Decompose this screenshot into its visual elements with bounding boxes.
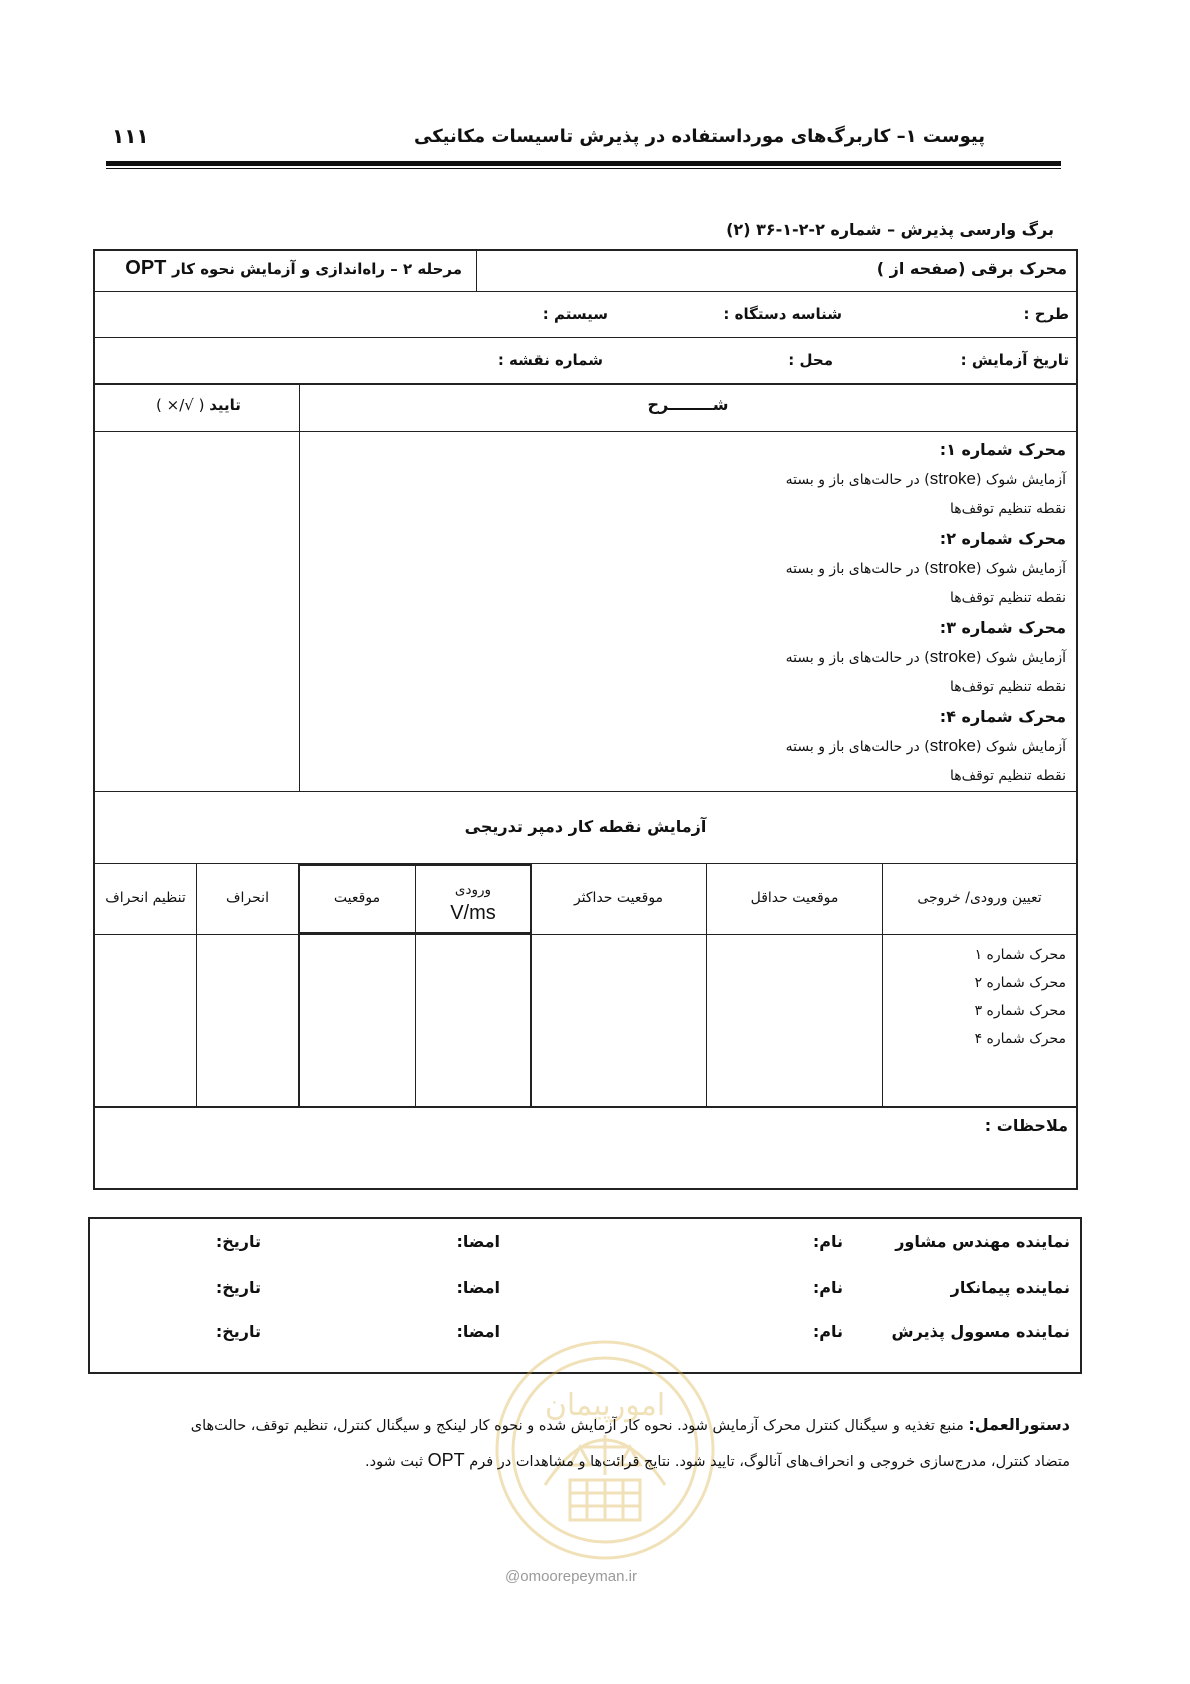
- stage-opt: OPT: [125, 257, 167, 279]
- name-label: نام:: [812, 1322, 843, 1341]
- motor-row: محرک شماره ۴: [974, 1031, 1066, 1047]
- motor-title: محرک شماره ۱:: [939, 440, 1066, 459]
- name-label: نام:: [812, 1232, 843, 1251]
- description-header: شــــــــرح: [647, 395, 729, 414]
- instructions-label: دستورالعمل:: [968, 1415, 1070, 1434]
- remarks-label: ملاحظات :: [984, 1116, 1068, 1135]
- name-label: نام:: [812, 1278, 843, 1297]
- device-id-label: شناسه دستگاه :: [723, 305, 842, 323]
- test-date-label: تاریخ آزمایش :: [960, 351, 1069, 369]
- approval-header: [156, 396, 241, 414]
- motors-list: [326, 437, 1066, 793]
- stage-title: [125, 257, 462, 280]
- plan-label: طرح :: [1023, 305, 1069, 323]
- instructions-line-2: [110, 1443, 1070, 1479]
- instructions-line-1: [110, 1408, 1070, 1443]
- motor-title: محرک شماره ۲:: [939, 529, 1066, 548]
- motor-row: محرک شماره ۳: [974, 1003, 1066, 1019]
- header-title: پیوست ۱– کاربرگ‌های مورداستفاده در پذیرش تاسیسات مکانیکی: [414, 126, 985, 147]
- col-input-unit: V/ms: [450, 902, 496, 924]
- motor-block: [326, 615, 1066, 704]
- stop-adjust: نقطه تنظیم توقف‌ها: [950, 501, 1066, 517]
- col-min-position: موقعیت حداقل: [750, 890, 839, 906]
- header-rule: [106, 161, 1061, 166]
- stroke-test: آزمایش شوک (stroke) در حالت‌های باز و بسته: [785, 736, 1066, 755]
- approval-label: تایید: [209, 396, 241, 414]
- date-label: تاریخ:: [215, 1278, 261, 1297]
- col-position: موقعیت: [333, 890, 381, 906]
- instructions: [110, 1408, 1070, 1479]
- col-input: ورودی: [454, 882, 492, 898]
- motor-row: محرک شماره ۱: [974, 947, 1066, 963]
- watermark-arc-text: امورپیمان: [544, 1388, 666, 1423]
- motor-block: [326, 437, 1066, 526]
- contractor-rep: نماینده پیمانکار: [950, 1278, 1070, 1297]
- stage-title-text: مرحله ۲ – راه‌اندازی و آزمایش نحوه کار: [171, 260, 462, 278]
- instructions-text-1: منبع تغذیه و سیگنال کنترل محرک آزمایش شود. نحوه کار آزمایش شده و نحوه کار لینکج و سیگنال کنترل، تنظیم توقف، حالت‌های: [190, 1418, 964, 1434]
- device-title: محرک برقی (صفحه از ): [876, 259, 1067, 278]
- col-io: تعیین ورودی/ خروجی: [917, 890, 1042, 906]
- motor-title: محرک شماره ۳:: [939, 618, 1066, 637]
- date-label: تاریخ:: [215, 1322, 261, 1341]
- consultant-rep: نماینده مهندس مشاور: [895, 1232, 1070, 1251]
- date-label: تاریخ:: [215, 1232, 261, 1251]
- col-deviation: انحراف: [226, 890, 269, 906]
- instructions-text-3: ثبت شود.: [365, 1454, 424, 1470]
- drawing-number-label: شماره نقشه :: [497, 351, 603, 369]
- stop-adjust: نقطه تنظیم توقف‌ها: [950, 679, 1066, 695]
- signature-label: امضا:: [456, 1278, 500, 1297]
- stroke-test: آزمایش شوک (stroke) در حالت‌های باز و بسته: [785, 469, 1066, 488]
- motor-block: [326, 704, 1066, 793]
- stop-adjust: نقطه تنظیم توقف‌ها: [950, 590, 1066, 606]
- signature-label: امضا:: [456, 1322, 500, 1341]
- page-number: ۱۱۱: [112, 124, 149, 148]
- motor-rows: [975, 941, 1066, 1053]
- motor-row: محرک شماره ۲: [974, 975, 1066, 991]
- instructions-text-2: متضاد کنترل، مدرج‌سازی خروجی و انحراف‌های آنالوگ، تایید شود. نتایج قرائت‌ها و مشاهدات در فرم: [469, 1454, 1070, 1470]
- stroke-test: آزمایش شوک (stroke) در حالت‌های باز و بسته: [785, 558, 1066, 577]
- header-rule-thin: [106, 168, 1061, 169]
- col-deviation-adjust: تنظیم انحراف: [105, 890, 186, 906]
- form-code: برگ وارسی پذیرش – شماره ۲-۲-۱-۳۶ (۲): [726, 220, 1054, 239]
- motor-block: [326, 526, 1066, 615]
- signature-label: امضا:: [456, 1232, 500, 1251]
- location-label: محل :: [788, 351, 833, 369]
- instructions-opt: OPT: [427, 1450, 465, 1470]
- col-max-position: موقعیت حداکثر: [573, 890, 664, 906]
- watermark-site: @omoorepeyman.ir: [505, 1568, 637, 1585]
- stop-adjust: نقطه تنظیم توقف‌ها: [950, 768, 1066, 784]
- stroke-test: آزمایش شوک (stroke) در حالت‌های باز و بسته: [785, 647, 1066, 666]
- damper-test-title: آزمایش نقطه کار دمپر تدریجی: [464, 817, 707, 836]
- approval-marks: ( √/× ): [156, 396, 205, 414]
- system-label: سیستم :: [542, 305, 608, 323]
- motor-title: محرک شماره ۴:: [939, 707, 1066, 726]
- acceptance-officer-rep: نماینده مسوول پذیرش: [891, 1322, 1070, 1341]
